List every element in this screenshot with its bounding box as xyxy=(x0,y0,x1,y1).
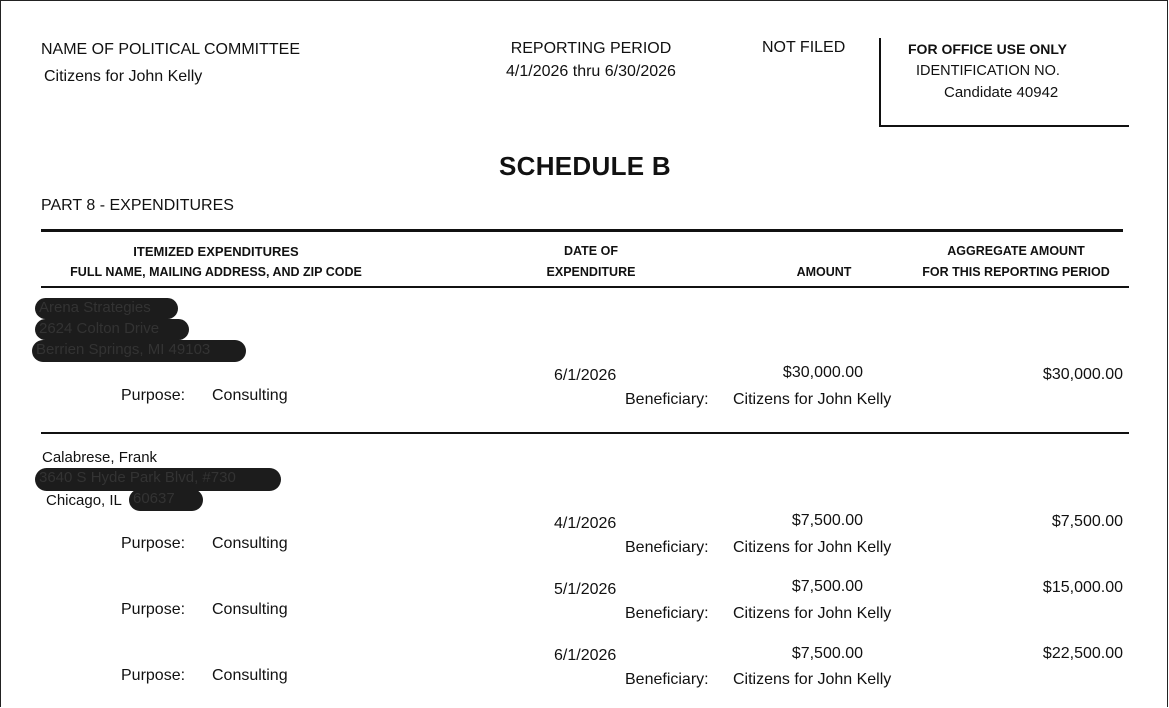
expenditure-amount: $7,500.00 xyxy=(791,512,863,529)
aggregate-amount: $30,000.00 xyxy=(1042,366,1123,383)
purpose-value: Consulting xyxy=(212,667,288,684)
expenditure-amount: $7,500.00 xyxy=(791,645,863,662)
col-itemized-sub: FULL NAME, MAILING ADDRESS, AND ZIP CODE xyxy=(70,265,362,279)
beneficiary-label: Beneficiary: xyxy=(625,605,709,622)
payee-address-redacted: 2624 Colton Drive xyxy=(35,319,189,340)
aggregate-amount: $22,500.00 xyxy=(1042,645,1123,662)
id-value: Candidate 40942 xyxy=(944,84,1059,101)
expenditure-date: 4/1/2026 xyxy=(554,515,617,532)
expenditure-date: 6/1/2026 xyxy=(554,367,617,384)
office-box-bottom-border xyxy=(879,125,1129,127)
col-date-l2: EXPENDITURE xyxy=(546,265,636,279)
beneficiary-value: Citizens for John Kelly xyxy=(733,605,892,622)
col-amount: AMOUNT xyxy=(796,265,852,279)
beneficiary-label: Beneficiary: xyxy=(625,391,709,408)
committee-name: Citizens for John Kelly xyxy=(44,68,203,85)
expenditure-date: 5/1/2026 xyxy=(554,581,617,598)
expenditure-amount: $7,500.00 xyxy=(791,578,863,595)
purpose-value: Consulting xyxy=(212,601,288,618)
purpose-label: Purpose: xyxy=(121,601,186,618)
aggregate-amount: $15,000.00 xyxy=(1042,579,1123,596)
purpose-value: Consulting xyxy=(212,387,288,404)
id-label: IDENTIFICATION NO. xyxy=(916,63,1060,79)
header-bottom-rule xyxy=(41,286,1129,288)
period-label: REPORTING PERIOD xyxy=(510,40,672,57)
payee-city-redacted: Berrien Springs, MI 49103 xyxy=(32,340,246,362)
purpose-label: Purpose: xyxy=(121,535,186,552)
row-divider xyxy=(41,432,1129,434)
beneficiary-value: Citizens for John Kelly xyxy=(733,671,892,688)
expenditure-amount: $30,000.00 xyxy=(782,364,863,381)
beneficiary-value: Citizens for John Kelly xyxy=(733,539,892,556)
beneficiary-label: Beneficiary: xyxy=(625,539,709,556)
purpose-value: Consulting xyxy=(212,535,288,552)
office-box-left-border xyxy=(879,38,881,125)
office-use-label: FOR OFFICE USE ONLY xyxy=(908,41,1067,57)
expenditure-date: 6/1/2026 xyxy=(554,647,617,664)
beneficiary-value: Citizens for John Kelly xyxy=(733,391,892,408)
committee-label: NAME OF POLITICAL COMMITTEE xyxy=(41,41,300,58)
col-date-l1: DATE OF xyxy=(564,244,618,258)
purpose-label: Purpose: xyxy=(121,667,186,684)
period-value: 4/1/2026 thru 6/30/2026 xyxy=(506,63,676,80)
filing-status: NOT FILED xyxy=(762,39,846,56)
beneficiary-label: Beneficiary: xyxy=(625,671,709,688)
table-top-rule xyxy=(41,229,1123,232)
payee-name: Calabrese, Frank xyxy=(42,449,158,466)
payee-city: Chicago, IL xyxy=(46,492,122,509)
payee-name-redacted: Arena Strategies xyxy=(35,298,178,319)
aggregate-amount: $7,500.00 xyxy=(1051,513,1123,530)
col-itemized-title: ITEMIZED EXPENDITURES xyxy=(133,244,299,259)
payee-address-redacted: 3640 S Hyde Park Blvd, #730 xyxy=(35,468,281,491)
part-heading: PART 8 - EXPENDITURES xyxy=(41,197,234,214)
payee-zip-redacted: 60637 xyxy=(129,489,203,511)
page-title: SCHEDULE B xyxy=(498,151,671,181)
col-aggregate-l1: AGGREGATE AMOUNT xyxy=(947,244,1085,258)
purpose-label: Purpose: xyxy=(121,387,186,404)
col-aggregate-l2: FOR THIS REPORTING PERIOD xyxy=(922,265,1110,279)
